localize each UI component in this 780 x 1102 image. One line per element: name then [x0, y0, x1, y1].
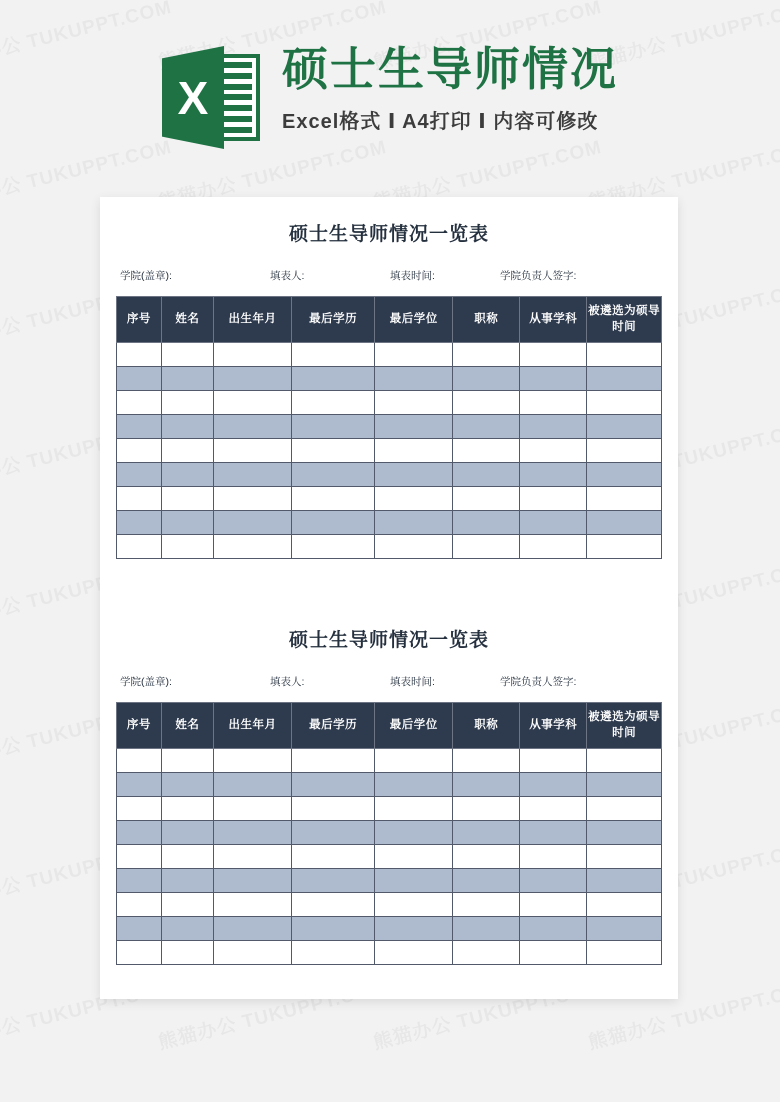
table-cell[interactable]	[291, 487, 374, 511]
table-cell[interactable]	[587, 845, 662, 869]
table-cell[interactable]	[161, 463, 213, 487]
form-block	[116, 219, 662, 559]
table-cell[interactable]	[375, 343, 453, 367]
table-cell[interactable]	[375, 463, 453, 487]
table-cell[interactable]	[291, 749, 374, 773]
table-cell[interactable]	[520, 941, 587, 965]
column-header-3: 最后学历	[291, 703, 374, 749]
table-cell[interactable]	[117, 797, 162, 821]
table-cell[interactable]	[214, 941, 292, 965]
form-meta-row	[116, 674, 662, 689]
table-cell[interactable]	[291, 535, 374, 559]
table-cell[interactable]	[161, 487, 213, 511]
table-cell[interactable]	[117, 391, 162, 415]
table-cell[interactable]	[161, 439, 213, 463]
table-row	[117, 391, 662, 415]
table-cell[interactable]	[453, 415, 520, 439]
table-row	[117, 797, 662, 821]
table-row	[117, 869, 662, 893]
table-cell[interactable]	[161, 821, 213, 845]
page-title: 硕士生导师情况一览表	[288, 224, 489, 245]
meta-label-0: 学院(盖章):	[120, 270, 172, 282]
table-cell[interactable]	[520, 439, 587, 463]
table-cell[interactable]	[117, 941, 162, 965]
meta-label-1: 填表人:	[270, 676, 305, 688]
table-cell[interactable]	[375, 797, 453, 821]
table-cell[interactable]	[291, 773, 374, 797]
table-cell[interactable]	[587, 391, 662, 415]
table-cell[interactable]	[117, 439, 162, 463]
table-cell[interactable]	[117, 749, 162, 773]
column-header-6: 从事学科	[520, 703, 587, 749]
table-cell[interactable]	[291, 821, 374, 845]
table-cell[interactable]	[520, 797, 587, 821]
banner-title: 硕士生导师情况	[282, 43, 618, 95]
table-cell[interactable]	[214, 917, 292, 941]
table-cell[interactable]	[161, 917, 213, 941]
table-cell[interactable]	[587, 893, 662, 917]
table-cell[interactable]	[453, 845, 520, 869]
table-cell[interactable]	[520, 487, 587, 511]
table-cell[interactable]	[214, 749, 292, 773]
table-row	[117, 535, 662, 559]
column-header-2: 出生年月	[214, 297, 292, 343]
table-cell[interactable]	[453, 535, 520, 559]
table-cell[interactable]	[117, 511, 162, 535]
column-header-5: 职称	[453, 703, 520, 749]
column-header-1: 姓名	[161, 297, 213, 343]
meta-label-3: 学院负责人签字:	[500, 676, 577, 688]
table-cell[interactable]	[117, 917, 162, 941]
table-row	[117, 917, 662, 941]
table-cell[interactable]	[587, 773, 662, 797]
column-header-6: 从事学科	[520, 297, 587, 343]
table-cell[interactable]	[291, 415, 374, 439]
table-cell[interactable]	[291, 869, 374, 893]
table-cell[interactable]	[161, 845, 213, 869]
table-cell[interactable]	[161, 749, 213, 773]
table-row	[117, 439, 662, 463]
promo-banner	[0, 0, 780, 197]
banner-inner	[162, 44, 618, 149]
document-sheet	[100, 197, 678, 999]
table-cell[interactable]	[520, 773, 587, 797]
table-cell[interactable]	[291, 391, 374, 415]
table-cell[interactable]	[117, 463, 162, 487]
table-cell[interactable]	[375, 415, 453, 439]
table-cell[interactable]	[453, 511, 520, 535]
table-row	[117, 821, 662, 845]
table-row	[117, 893, 662, 917]
table-cell[interactable]	[587, 367, 662, 391]
table-cell[interactable]	[291, 511, 374, 535]
table-cell[interactable]	[375, 749, 453, 773]
table-row	[117, 463, 662, 487]
table-header-row	[117, 703, 662, 749]
table-cell[interactable]	[453, 439, 520, 463]
column-header-1: 姓名	[161, 703, 213, 749]
table-cell[interactable]	[375, 773, 453, 797]
form-meta-row	[116, 268, 662, 283]
table-cell[interactable]	[214, 869, 292, 893]
table-cell[interactable]	[291, 343, 374, 367]
table-cell[interactable]	[587, 535, 662, 559]
table-cell[interactable]	[291, 917, 374, 941]
table-cell[interactable]	[587, 749, 662, 773]
table-cell[interactable]	[117, 487, 162, 511]
table-row	[117, 941, 662, 965]
table-row	[117, 845, 662, 869]
table-cell[interactable]	[161, 893, 213, 917]
table-cell[interactable]	[214, 343, 292, 367]
table-row	[117, 415, 662, 439]
advisor-table	[116, 702, 662, 965]
column-header-3: 最后学历	[291, 297, 374, 343]
excel-logo-letter: X	[177, 71, 209, 124]
table-cell[interactable]	[375, 511, 453, 535]
table-cell[interactable]	[520, 869, 587, 893]
table-cell[interactable]	[520, 367, 587, 391]
table-cell[interactable]	[214, 797, 292, 821]
table-row	[117, 367, 662, 391]
table-cell[interactable]	[375, 535, 453, 559]
table-cell[interactable]	[453, 917, 520, 941]
table-cell[interactable]	[161, 941, 213, 965]
column-header-2: 出生年月	[214, 703, 292, 749]
column-header-5: 职称	[453, 297, 520, 343]
meta-label-2: 填表时间:	[390, 270, 435, 282]
table-cell[interactable]	[117, 821, 162, 845]
table-cell[interactable]	[375, 941, 453, 965]
column-header-7: 被遴选为硕导时间	[587, 703, 662, 749]
table-cell[interactable]	[214, 893, 292, 917]
table-cell[interactable]	[291, 463, 374, 487]
table-cell[interactable]	[214, 773, 292, 797]
table-cell[interactable]	[453, 869, 520, 893]
table-cell[interactable]	[587, 415, 662, 439]
table-cell[interactable]	[520, 511, 587, 535]
table-cell[interactable]	[375, 821, 453, 845]
advisor-table	[116, 296, 662, 559]
table-cell[interactable]	[117, 367, 162, 391]
table-cell[interactable]	[214, 511, 292, 535]
table-cell[interactable]	[520, 463, 587, 487]
table-cell[interactable]	[453, 463, 520, 487]
table-cell[interactable]	[214, 845, 292, 869]
table-cell[interactable]	[520, 749, 587, 773]
table-cell[interactable]	[161, 343, 213, 367]
table-cell[interactable]	[520, 845, 587, 869]
form-block	[116, 625, 662, 965]
table-cell[interactable]	[291, 367, 374, 391]
table-cell[interactable]	[117, 773, 162, 797]
table-cell[interactable]	[453, 893, 520, 917]
table-cell[interactable]	[291, 845, 374, 869]
table-cell[interactable]	[117, 893, 162, 917]
table-cell[interactable]	[214, 487, 292, 511]
table-cell[interactable]	[587, 941, 662, 965]
table-cell[interactable]	[375, 917, 453, 941]
table-cell[interactable]	[214, 367, 292, 391]
table-cell[interactable]	[520, 415, 587, 439]
table-cell[interactable]	[291, 893, 374, 917]
table-cell[interactable]	[520, 535, 587, 559]
table-cell[interactable]	[375, 391, 453, 415]
table-row	[117, 773, 662, 797]
table-cell[interactable]	[117, 343, 162, 367]
column-header-4: 最后学位	[375, 703, 453, 749]
table-cell[interactable]	[453, 343, 520, 367]
table-cell[interactable]	[161, 869, 213, 893]
table-cell[interactable]	[291, 439, 374, 463]
meta-label-0: 学院(盖章):	[120, 676, 172, 688]
table-row	[117, 749, 662, 773]
table-cell[interactable]	[453, 941, 520, 965]
table-cell[interactable]	[587, 821, 662, 845]
table-cell[interactable]	[520, 821, 587, 845]
table-cell[interactable]	[587, 463, 662, 487]
table-cell[interactable]	[453, 367, 520, 391]
table-cell[interactable]	[214, 535, 292, 559]
table-cell[interactable]	[375, 845, 453, 869]
meta-label-2: 填表时间:	[390, 676, 435, 688]
table-cell[interactable]	[214, 415, 292, 439]
meta-label-1: 填表人:	[270, 270, 305, 282]
table-cell[interactable]	[375, 487, 453, 511]
table-cell[interactable]	[375, 367, 453, 391]
table-cell[interactable]	[214, 439, 292, 463]
table-cell[interactable]	[453, 487, 520, 511]
table-cell[interactable]	[520, 917, 587, 941]
table-cell[interactable]	[161, 773, 213, 797]
column-header-0: 序号	[117, 297, 162, 343]
table-cell[interactable]	[214, 821, 292, 845]
table-cell[interactable]	[117, 535, 162, 559]
table-cell[interactable]	[117, 869, 162, 893]
table-cell[interactable]	[161, 797, 213, 821]
table-cell[interactable]	[453, 773, 520, 797]
table-cell[interactable]	[117, 845, 162, 869]
table-cell[interactable]	[214, 463, 292, 487]
table-cell[interactable]	[453, 749, 520, 773]
table-cell[interactable]	[117, 415, 162, 439]
table-cell[interactable]	[520, 391, 587, 415]
table-cell[interactable]	[453, 821, 520, 845]
table-cell[interactable]	[453, 391, 520, 415]
table-cell[interactable]	[375, 869, 453, 893]
table-cell[interactable]	[587, 797, 662, 821]
table-cell[interactable]	[587, 487, 662, 511]
table-cell[interactable]	[520, 343, 587, 367]
meta-label-3: 学院负责人签字:	[500, 270, 577, 282]
table-cell[interactable]	[587, 439, 662, 463]
table-cell[interactable]	[214, 391, 292, 415]
table-row	[117, 511, 662, 535]
table-cell[interactable]	[587, 511, 662, 535]
table-cell[interactable]	[161, 391, 213, 415]
table-header-row	[117, 297, 662, 343]
table-cell[interactable]	[587, 917, 662, 941]
table-cell[interactable]	[161, 415, 213, 439]
table-cell[interactable]	[375, 893, 453, 917]
table-row	[117, 343, 662, 367]
table-cell[interactable]	[453, 797, 520, 821]
table-cell[interactable]	[587, 869, 662, 893]
column-header-0: 序号	[117, 703, 162, 749]
page-title: 硕士生导师情况一览表	[288, 630, 489, 651]
table-cell[interactable]	[161, 535, 213, 559]
table-cell[interactable]	[161, 367, 213, 391]
banner-text	[282, 44, 618, 134]
table-cell[interactable]	[161, 511, 213, 535]
table-cell[interactable]	[587, 343, 662, 367]
column-header-4: 最后学位	[375, 297, 453, 343]
excel-logo-icon	[162, 46, 260, 149]
table-row	[117, 487, 662, 511]
table-cell[interactable]	[291, 797, 374, 821]
column-header-7: 被遴选为硕导时间	[587, 297, 662, 343]
table-cell[interactable]	[375, 439, 453, 463]
table-cell[interactable]	[520, 893, 587, 917]
banner-subtitle: Excel格式 Ⅰ A4打印 Ⅰ 内容可修改	[282, 110, 599, 133]
table-cell[interactable]	[291, 941, 374, 965]
